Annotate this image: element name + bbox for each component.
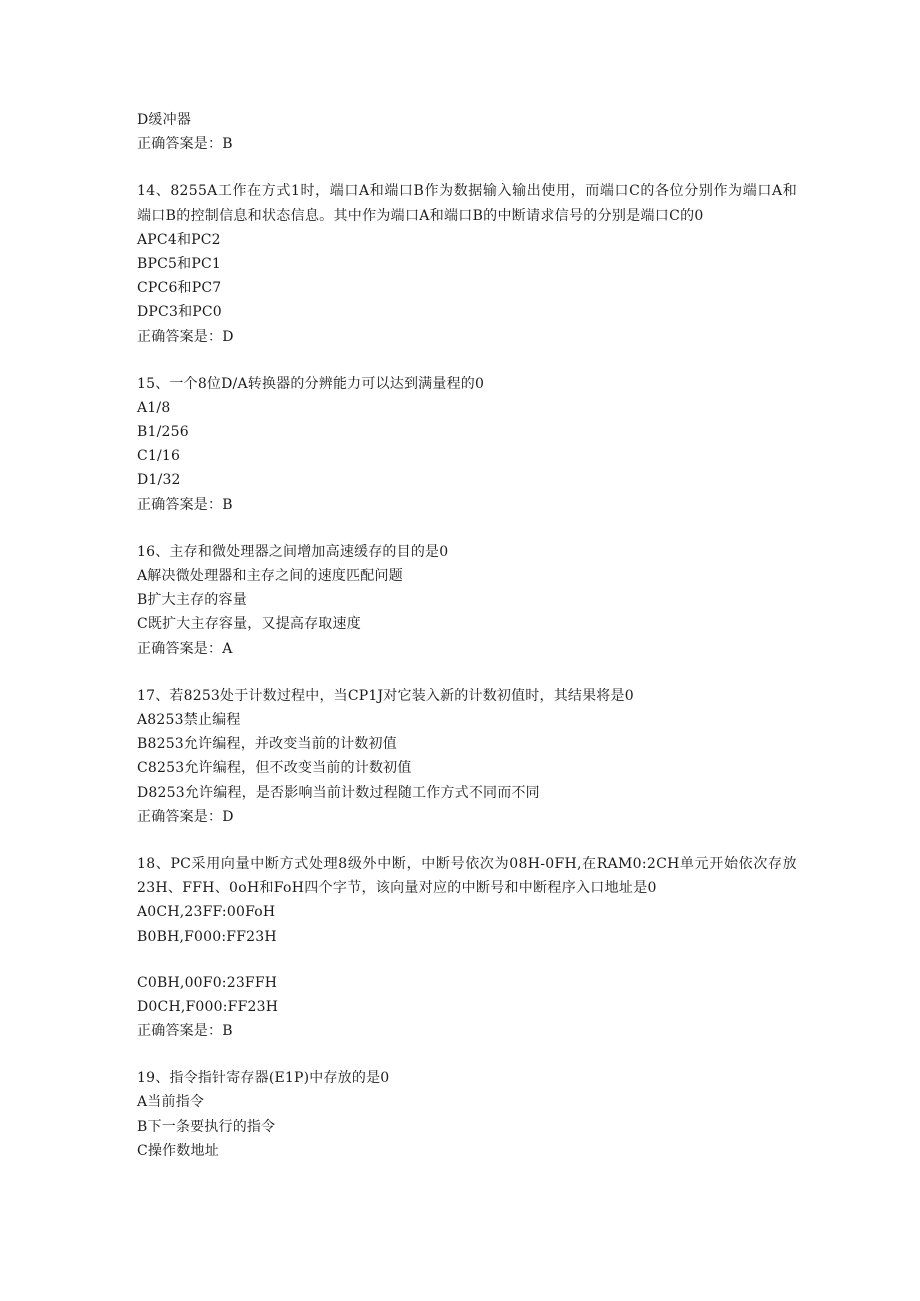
option-d-top: D缓冲器 [137,112,192,128]
q14-answer: 正确答案是：D [137,328,234,345]
q16-option-c: C既扩大主存容量，又提高存取速度 [137,616,361,633]
q19-option-c: C操作数地址 [137,1142,219,1159]
q17-answer: 正确答案是：D [137,808,234,825]
content [137,108,797,1163]
q18-option-b: B0BH,F000:FF23H [137,928,277,945]
question-16-stem: 16、主存和微处理器之间增加高速缓存的目的是0 [137,543,449,560]
answer-13: 正确答案是：B [137,136,233,153]
question-15-stem: 15、一个8位D/A转换器的分辨能力可以达到满量程的0 [137,375,485,392]
question-16 [137,540,797,661]
q17-option-a: A8253禁止编程 [137,711,241,728]
question-19 [137,1066,797,1163]
q16-option-b: B扩大主存的容量 [137,592,247,609]
q14-option-d: DPC3和PC0 [137,304,222,321]
q18-spacer [137,949,797,971]
q17-option-b: B8253允许编程，并改变当前的计数初值 [137,736,397,753]
question-19-stem: 19、指令指针寄存器(E1P)中存放的是0 [137,1070,390,1087]
q15-option-c: C1/16 [137,448,181,465]
q15-answer: 正确答案是：B [137,496,233,513]
q15-option-a: A1/8 [137,399,171,416]
q15-option-b: B1/256 [137,424,189,441]
question-18 [137,852,797,1043]
question-14 [137,179,797,348]
q17-option-c: C8253允许编程，但不改变当前的计数初值 [137,760,412,777]
q14-option-c: CPC6和PC7 [137,280,222,297]
q16-option-a: A解决微处理器和主存之间的速度匹配问题 [137,568,403,585]
question-14-stem: 14、8255A工作在方式1时，端口A和端口B作为数据输入输出使用，而端口C的各位分别作为端口A和端口B的控制信息和状态信息。其中作为端口A和端口B的中断请求信号的分别是端口C的0 [137,183,797,224]
q15-option-d: D1/32 [137,472,181,489]
question-17-stem: 17、若8253处于计数过程中，当CP1J对它装入新的计数初值时，其结果将是0 [137,687,634,704]
q17-option-d: D8253允许编程，是否影响当前计数过程随工作方式不同而不同 [137,784,540,801]
q19-option-a: A当前指令 [137,1094,205,1111]
q14-option-a: APC4和PC2 [137,231,221,248]
question-15 [137,372,797,517]
q18-option-c: C0BH,00F0:23FFH [137,974,278,991]
q18-answer: 正确答案是：B [137,1023,233,1040]
q19-option-b: B下一条要执行的指令 [137,1118,276,1135]
q16-answer: 正确答案是：A [137,640,233,657]
question-18-stem: 18、PC采用向量中断方式处理8级外中断，中断号依次为08H-0FH,在RAM0:2CH单元开始依次存放23H、FFH、0oH和FoH四个字节，该向量对应的中断号和中断程序入口地址是0 [137,855,797,897]
q14-option-b: BPC5和PC1 [137,255,221,272]
q18-option-d: D0CH,F000:FF23H [137,998,279,1015]
q18-option-a: A0CH,23FF:00FoH [137,904,276,921]
question-17 [137,684,797,829]
